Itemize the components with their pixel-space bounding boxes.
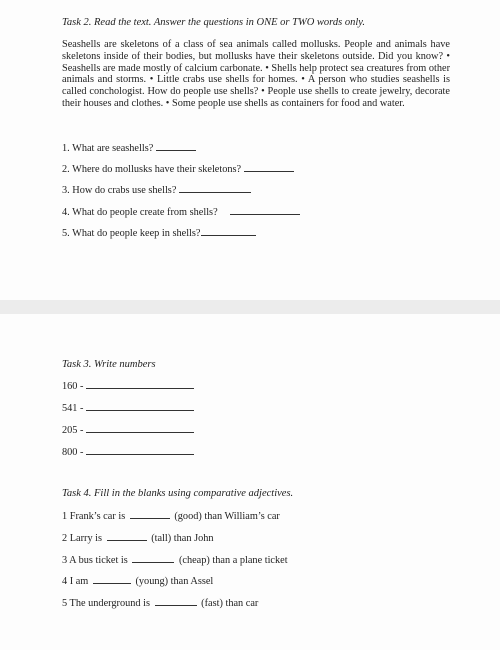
question-text: 3. How do crabs use shells? [62,185,177,196]
number-label: 800 - [62,447,84,458]
question-item [62,185,251,196]
worksheet-page-1 [0,0,500,300]
number-label: 541 - [62,403,84,414]
question-text: 4. What do people create from shells? [62,207,218,218]
task2-title: Task 2. Read the text. Answer the questions in ONE or TWO words only. [62,17,365,28]
comparative-item [62,555,288,566]
sentence-start: 3 A bus ticket is [62,555,128,566]
number-label: 160 - [62,381,84,392]
answer-blank[interactable] [132,561,174,563]
number-item [62,425,194,436]
comparative-item [62,598,258,609]
question-text: 2. Where do mollusks have their skeletons? [62,164,242,175]
question-text: 5. What do people keep in shells? [62,228,201,239]
number-label: 205 - [62,425,84,436]
answer-blank[interactable] [86,387,194,389]
answer-blank[interactable] [179,191,251,193]
worksheet-page-2 [0,314,500,650]
task2-reading-text: Seashells are skeletons of a class of sea animals called mollusks. People and animals have skeletons inside of their bodies, but mollusks have their skeletons outside. Did you know? • Seashells are made mostly of calcium carbonate. • Shells help protect sea creatures from other animals and storms. • Little crabs use shells for homes. • A person who studies seashells is called conchologist. How do people use shells? • People use shells to create jewelry, decorate their houses and clothes. • Some people use shells as containers for food and water. [62,39,450,109]
answer-blank[interactable] [201,234,256,236]
question-item [62,143,196,154]
question-item [62,207,300,218]
answer-blank[interactable] [107,539,147,541]
comparative-item [62,576,213,587]
task4-title: Task 4. Fill in the blanks using comparative adjectives. [62,488,294,499]
question-item [62,164,294,175]
sentence-start: 2 Larry is [62,533,103,544]
number-item [62,403,194,414]
answer-blank[interactable] [230,213,300,215]
comparative-item [62,511,280,522]
sentence-end: (young) than Assel [135,576,214,587]
answer-blank[interactable] [155,604,197,606]
sentence-end: (good) than William’s car [174,511,280,522]
number-item [62,381,194,392]
question-item [62,228,256,239]
comparative-item [62,533,214,544]
sentence-end: (fast) than car [201,598,259,609]
task3-title: Task 3. Write numbers [62,359,156,370]
answer-blank[interactable] [244,170,294,172]
sentence-end: (tall) than John [151,533,214,544]
answer-blank[interactable] [156,149,196,151]
sentence-start: 5 The underground is [62,598,150,609]
sentence-end: (cheap) than a plane ticket [178,555,288,566]
answer-blank[interactable] [86,409,194,411]
number-item [62,447,194,458]
sentence-start: 1 Frank’s car is [62,511,126,522]
answer-blank[interactable] [93,582,131,584]
sentence-start: 4 I am [62,576,89,587]
question-text: 1. What are seashells? [62,143,154,154]
answer-blank[interactable] [86,453,194,455]
page-separator [0,300,500,314]
answer-blank[interactable] [130,517,170,519]
answer-blank[interactable] [86,431,194,433]
